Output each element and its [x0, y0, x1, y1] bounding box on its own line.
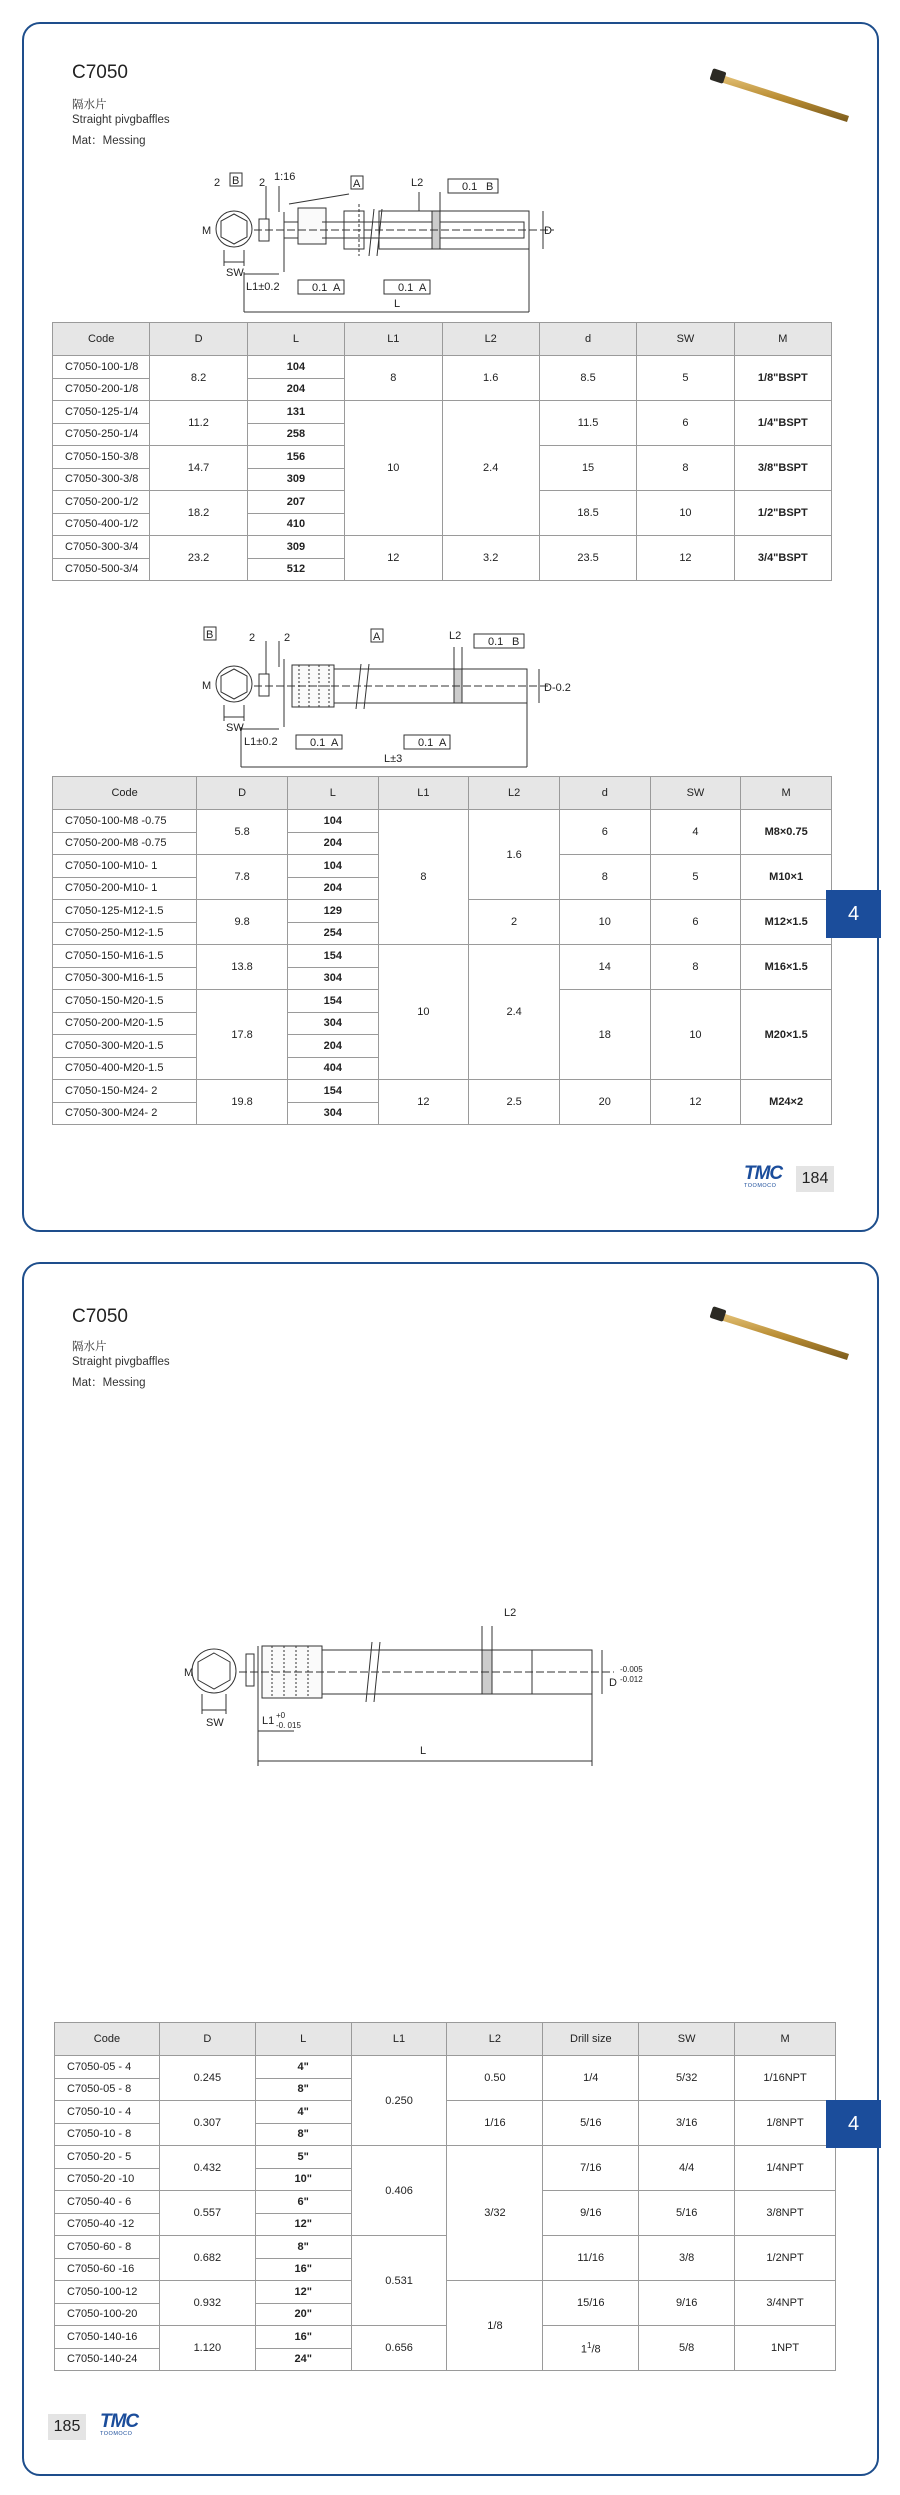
- l1-tol-lower: -0. 015: [276, 1721, 301, 1730]
- cell-dd: 15: [539, 446, 636, 491]
- taper-label: 1:16: [274, 171, 296, 183]
- cell-dd: 8: [559, 855, 650, 900]
- cell-d: 1.120: [159, 2326, 255, 2371]
- product-name-cn: 隔水片: [72, 99, 107, 111]
- cell-l: 16": [255, 2258, 351, 2281]
- cell-l: 154: [287, 1080, 378, 1103]
- dim-l2: L2: [504, 1607, 517, 1619]
- cell-sw: 6: [637, 401, 734, 446]
- cell-l2: 3.2: [442, 536, 539, 581]
- col-header: M: [735, 2023, 836, 2056]
- product-photo-baffle: [709, 66, 859, 126]
- table-row: [53, 810, 832, 833]
- dim-d: D: [544, 225, 552, 237]
- cell-d: 0.557: [159, 2191, 255, 2236]
- cell-sw: 3/8: [639, 2236, 735, 2281]
- cell-l1: 8: [378, 810, 469, 945]
- cell-l: 309: [247, 468, 344, 491]
- cell-m: 3/8NPT: [735, 2191, 836, 2236]
- cell-l: 6": [255, 2191, 351, 2214]
- col-header: L2: [442, 323, 539, 356]
- cell-code: C7050-40 -12: [55, 2213, 160, 2236]
- perp-ref: A: [333, 282, 341, 294]
- cell-drill: 7/16: [543, 2146, 639, 2191]
- table-row: [53, 945, 832, 968]
- col-header: L: [287, 777, 378, 810]
- cell-l2: 0.50: [447, 2056, 543, 2101]
- parallel-ref: A: [419, 282, 427, 294]
- cell-code: C7050-100-M10- 1: [53, 855, 197, 878]
- dim-sw: SW: [226, 267, 244, 279]
- cell-code: C7050-300-M16-1.5: [53, 967, 197, 990]
- cell-m: M12×1.5: [741, 900, 832, 945]
- cell-sw: 8: [650, 945, 741, 990]
- col-header: L1: [351, 2023, 447, 2056]
- cell-code: C7050-500-3/4: [53, 558, 150, 581]
- dim-m: M: [184, 1667, 194, 1679]
- cell-m: 1/8"BSPT: [734, 356, 831, 401]
- cell-code: C7050-125-1/4: [53, 401, 150, 424]
- tmc-logo: [100, 2412, 146, 2440]
- cell-l: 12": [255, 2213, 351, 2236]
- product-name-cn: 隔水片: [72, 1341, 107, 1353]
- cell-sw: 5/32: [639, 2056, 735, 2101]
- cell-code: C7050-60 -16: [55, 2258, 160, 2281]
- dim-2a: 2: [214, 177, 221, 189]
- cell-d: 0.307: [159, 2101, 255, 2146]
- spec-table-metric: [52, 776, 832, 1125]
- datum-b: B: [206, 629, 214, 641]
- cell-code: C7050-250-M12-1.5: [53, 922, 197, 945]
- col-header: d: [539, 323, 636, 356]
- technical-drawing-npt: [184, 1586, 744, 1766]
- cell-l2: 3/32: [447, 2146, 543, 2281]
- col-header: D: [197, 777, 288, 810]
- cell-dd: 6: [559, 810, 650, 855]
- d-tol-lower: -0.012: [620, 1675, 643, 1684]
- col-header: M: [734, 323, 831, 356]
- cell-l: 309: [247, 536, 344, 559]
- cell-d: 7.8: [197, 855, 288, 900]
- cell-code: C7050-10 - 4: [55, 2101, 160, 2124]
- dim-d: D-0.2: [544, 682, 571, 694]
- cell-d: 11.2: [150, 401, 247, 446]
- col-header: L: [255, 2023, 351, 2056]
- cell-dd: 23.5: [539, 536, 636, 581]
- technical-drawing-bspt: [204, 164, 724, 314]
- cell-l1: 10: [345, 401, 442, 536]
- cell-sw: 10: [637, 491, 734, 536]
- table-row: [53, 356, 832, 379]
- cell-code: C7050-05 - 8: [55, 2078, 160, 2101]
- cell-m: 3/4"BSPT: [734, 536, 831, 581]
- cell-l2: 1.6: [442, 356, 539, 401]
- cell-l: 512: [247, 558, 344, 581]
- cell-dd: 18.5: [539, 491, 636, 536]
- cell-code: C7050-400-M20-1.5: [53, 1057, 197, 1080]
- dim-l: L: [420, 1745, 427, 1757]
- col-header: M: [741, 777, 832, 810]
- section-tab[interactable]: 4: [826, 890, 881, 938]
- cell-d: 18.2: [150, 491, 247, 536]
- drill-whole: 1: [580, 2343, 588, 2356]
- dim-m: M: [202, 680, 212, 692]
- dim-l1: L1: [262, 1715, 275, 1727]
- cell-l1: 8: [345, 356, 442, 401]
- datum-b: B: [232, 175, 240, 187]
- cell-l1: 0.406: [351, 2146, 447, 2236]
- cell-sw: 12: [650, 1080, 741, 1125]
- technical-drawing-metric: [204, 619, 724, 769]
- cell-d: 0.245: [159, 2056, 255, 2101]
- cell-l: 4": [255, 2056, 351, 2079]
- cell-dd: 10: [559, 900, 650, 945]
- cell-m: 1NPT: [735, 2326, 836, 2371]
- table-row: [55, 2056, 836, 2079]
- cell-code: C7050-300-3/4: [53, 536, 150, 559]
- cell-l: 410: [247, 513, 344, 536]
- cell-l1: 0.250: [351, 2056, 447, 2146]
- col-header: Drill size: [543, 2023, 639, 2056]
- col-header: Code: [53, 777, 197, 810]
- cell-l: 204: [247, 378, 344, 401]
- cell-l: 8": [255, 2123, 351, 2146]
- col-header: L2: [469, 777, 560, 810]
- cell-d: 23.2: [150, 536, 247, 581]
- logo-text: TMC: [744, 1163, 783, 1184]
- cell-l: 12": [255, 2281, 351, 2304]
- cell-sw: 5: [650, 855, 741, 900]
- cell-drill: 1/4: [543, 2056, 639, 2101]
- product-name-en: Straight pivgbaffles: [72, 114, 170, 126]
- col-header: Code: [55, 2023, 160, 2056]
- cell-code: C7050-150-3/8: [53, 446, 150, 469]
- cell-drill: 11/16: [543, 2236, 639, 2281]
- cell-l2: 2.5: [469, 1080, 560, 1125]
- cell-d: 17.8: [197, 990, 288, 1080]
- d-tol-upper: -0.005: [620, 1665, 643, 1674]
- cell-l: 10": [255, 2168, 351, 2191]
- logo-text: TMC: [100, 2411, 139, 2432]
- cell-m: 1/2NPT: [735, 2236, 836, 2281]
- flatness-value: 0.1: [462, 181, 478, 193]
- perp-ref: A: [331, 737, 339, 749]
- cell-code: C7050-100-20: [55, 2303, 160, 2326]
- cell-d: 0.682: [159, 2236, 255, 2281]
- product-photo-baffle: [709, 1304, 859, 1364]
- cell-code: C7050-140-16: [55, 2326, 160, 2349]
- cell-m: 1/4NPT: [735, 2146, 836, 2191]
- col-header: SW: [639, 2023, 735, 2056]
- dim-l1: L1±0.2: [246, 281, 280, 293]
- cell-drill: 15/16: [543, 2281, 639, 2326]
- parallel-ref: A: [439, 737, 447, 749]
- cell-m: 1/8NPT: [735, 2101, 836, 2146]
- cell-sw: 5/8: [639, 2326, 735, 2371]
- cell-l: 154: [287, 990, 378, 1013]
- table-row: [55, 2326, 836, 2349]
- col-header: SW: [637, 323, 734, 356]
- cell-code: C7050-20 -10: [55, 2168, 160, 2191]
- flatness-value: 0.1: [488, 636, 504, 648]
- cell-l: 129: [287, 900, 378, 923]
- col-header: L2: [447, 2023, 543, 2056]
- cell-l: 131: [247, 401, 344, 424]
- cell-code: C7050-10 - 8: [55, 2123, 160, 2146]
- dim-2b: 2: [259, 177, 266, 189]
- cell-l: 207: [247, 491, 344, 514]
- cell-code: C7050-100-1/8: [53, 356, 150, 379]
- perp-value: 0.1: [310, 737, 326, 749]
- cell-m: M16×1.5: [741, 945, 832, 990]
- dim-m: M: [202, 225, 212, 237]
- cell-l2: 1/16: [447, 2101, 543, 2146]
- catalog-page-185: [22, 1262, 879, 2476]
- datum-a: A: [373, 631, 381, 643]
- cell-m: 3/4NPT: [735, 2281, 836, 2326]
- cell-sw: 9/16: [639, 2281, 735, 2326]
- col-header: D: [159, 2023, 255, 2056]
- cell-m: M8×0.75: [741, 810, 832, 855]
- cell-drill: 9/16: [543, 2191, 639, 2236]
- cell-l2: 2: [469, 900, 560, 945]
- datum-a: A: [353, 178, 361, 190]
- cell-d: 13.8: [197, 945, 288, 990]
- cell-d: 9.8: [197, 900, 288, 945]
- cell-code: C7050-200-M10- 1: [53, 877, 197, 900]
- cell-code: C7050-200-M20-1.5: [53, 1012, 197, 1035]
- col-header: Code: [53, 323, 150, 356]
- cell-d: 19.8: [197, 1080, 288, 1125]
- cell-l: 20": [255, 2303, 351, 2326]
- cell-l: 204: [287, 1035, 378, 1058]
- dim-l: L: [394, 298, 401, 310]
- dim-l: L±3: [384, 753, 403, 765]
- dim-l1: L1±0.2: [244, 736, 278, 748]
- col-header: D: [150, 323, 247, 356]
- cell-code: C7050-200-1/8: [53, 378, 150, 401]
- cell-sw: 3/16: [639, 2101, 735, 2146]
- cell-sw: 5: [637, 356, 734, 401]
- cell-m: 3/8"BSPT: [734, 446, 831, 491]
- cell-dd: 18: [559, 990, 650, 1080]
- l1-tol-upper: +0: [276, 1711, 286, 1720]
- col-header: L1: [345, 323, 442, 356]
- cell-drill: 5/16: [543, 2101, 639, 2146]
- dim-2a: 2: [284, 632, 291, 644]
- cell-sw: 10: [650, 990, 741, 1080]
- logo-subtext: TOOMOCO: [100, 2431, 133, 2437]
- cell-m: M10×1: [741, 855, 832, 900]
- dim-sw: SW: [206, 1717, 224, 1729]
- cell-l1: 0.531: [351, 2236, 447, 2326]
- cell-l: 104: [287, 855, 378, 878]
- cell-code: C7050-200-M8 -0.75: [53, 832, 197, 855]
- col-header: SW: [650, 777, 741, 810]
- cell-sw: 12: [637, 536, 734, 581]
- cell-l: 104: [247, 356, 344, 379]
- cell-l: 304: [287, 967, 378, 990]
- table-row: [53, 536, 832, 559]
- col-header: L1: [378, 777, 469, 810]
- cell-dd: 8.5: [539, 356, 636, 401]
- cell-l: 204: [287, 877, 378, 900]
- cell-d: 8.2: [150, 356, 247, 401]
- cell-sw: 6: [650, 900, 741, 945]
- cell-code: C7050-300-3/8: [53, 468, 150, 491]
- cell-l: 8": [255, 2236, 351, 2259]
- cell-l: 254: [287, 922, 378, 945]
- cell-code: C7050-200-1/2: [53, 491, 150, 514]
- dim-2b: 2: [249, 632, 256, 644]
- parallel-value: 0.1: [418, 737, 434, 749]
- cell-code: C7050-140-24: [55, 2348, 160, 2371]
- cell-l: 24": [255, 2348, 351, 2371]
- cell-l: 304: [287, 1102, 378, 1125]
- table-row: [53, 1080, 832, 1103]
- cell-m: M20×1.5: [741, 990, 832, 1080]
- cell-d: 14.7: [150, 446, 247, 491]
- cell-code: C7050-150-M20-1.5: [53, 990, 197, 1013]
- col-header: L: [247, 323, 344, 356]
- cell-sw: 4/4: [639, 2146, 735, 2191]
- cell-l: 204: [287, 832, 378, 855]
- dim-d: D: [609, 1677, 617, 1689]
- cell-code: C7050-20 - 5: [55, 2146, 160, 2169]
- cell-dd: 14: [559, 945, 650, 990]
- cell-l: 404: [287, 1057, 378, 1080]
- cell-l: 304: [287, 1012, 378, 1035]
- page-number: 185: [48, 2414, 86, 2440]
- logo-subtext: TOOMOCO: [744, 1183, 777, 1189]
- cell-d: 0.432: [159, 2146, 255, 2191]
- cell-code: C7050-300-M24- 2: [53, 1102, 197, 1125]
- cell-m: 1/2"BSPT: [734, 491, 831, 536]
- cell-l1: 0.656: [351, 2326, 447, 2371]
- cell-l2: 2.4: [442, 401, 539, 536]
- spec-table-npt: [54, 2022, 836, 2371]
- cell-l1: 12: [378, 1080, 469, 1125]
- table-row: [53, 401, 832, 424]
- cell-l2: 1/8: [447, 2281, 543, 2371]
- product-code: C7050: [72, 62, 128, 83]
- cell-drill: $1^1/8$: [543, 2326, 639, 2371]
- cell-l1: 12: [345, 536, 442, 581]
- cell-code: C7050-150-M24- 2: [53, 1080, 197, 1103]
- table-row: [55, 2146, 836, 2169]
- cell-code: C7050-100-M8 -0.75: [53, 810, 197, 833]
- cell-l: 4": [255, 2101, 351, 2124]
- cell-code: C7050-05 - 4: [55, 2056, 160, 2079]
- table-row: [55, 2236, 836, 2259]
- product-code: C7050: [72, 1306, 128, 1327]
- dim-l2: L2: [449, 630, 462, 642]
- cell-code: C7050-250-1/4: [53, 423, 150, 446]
- cell-sw: 4: [650, 810, 741, 855]
- tmc-logo: [744, 1164, 790, 1192]
- dim-sw: SW: [226, 722, 244, 734]
- drill-den: 8: [594, 2343, 601, 2356]
- dim-l2: L2: [411, 177, 424, 189]
- col-header: d: [559, 777, 650, 810]
- flatness-ref: B: [512, 636, 520, 648]
- cell-l: 154: [287, 945, 378, 968]
- drill-num: 1: [587, 2340, 592, 2350]
- cell-sw: 8: [637, 446, 734, 491]
- cell-code: C7050-40 - 6: [55, 2191, 160, 2214]
- cell-dd: 11.5: [539, 401, 636, 446]
- spec-table-bspt: [52, 322, 832, 581]
- cell-dd: 20: [559, 1080, 650, 1125]
- cell-sw: 5/16: [639, 2191, 735, 2236]
- cell-l1: 10: [378, 945, 469, 1080]
- cell-l2: 1.6: [469, 810, 560, 900]
- cell-l: 8": [255, 2078, 351, 2101]
- cell-code: C7050-300-M20-1.5: [53, 1035, 197, 1058]
- material-label: Mat：Messing: [72, 135, 146, 147]
- section-tab[interactable]: 4: [826, 2100, 881, 2148]
- cell-code: C7050-100-12: [55, 2281, 160, 2304]
- cell-d: 0.932: [159, 2281, 255, 2326]
- perp-value: 0.1: [312, 282, 328, 294]
- cell-code: C7050-150-M16-1.5: [53, 945, 197, 968]
- parallel-value: 0.1: [398, 282, 414, 294]
- cell-l: 258: [247, 423, 344, 446]
- flatness-ref: B: [486, 181, 494, 193]
- cell-m: 1/16NPT: [735, 2056, 836, 2101]
- cell-m: 1/4"BSPT: [734, 401, 831, 446]
- cell-d: 5.8: [197, 810, 288, 855]
- cell-l: 104: [287, 810, 378, 833]
- cell-l: 5": [255, 2146, 351, 2169]
- cell-code: C7050-400-1/2: [53, 513, 150, 536]
- catalog-page-184: [22, 22, 879, 1232]
- material-label: Mat：Messing: [72, 1377, 146, 1389]
- cell-l2: 2.4: [469, 945, 560, 1080]
- page-number: 184: [796, 1166, 834, 1192]
- product-name-en: Straight pivgbaffles: [72, 1356, 170, 1368]
- cell-l: 156: [247, 446, 344, 469]
- cell-code: C7050-60 - 8: [55, 2236, 160, 2259]
- cell-l: 16": [255, 2326, 351, 2349]
- cell-code: C7050-125-M12-1.5: [53, 900, 197, 923]
- cell-m: M24×2: [741, 1080, 832, 1125]
